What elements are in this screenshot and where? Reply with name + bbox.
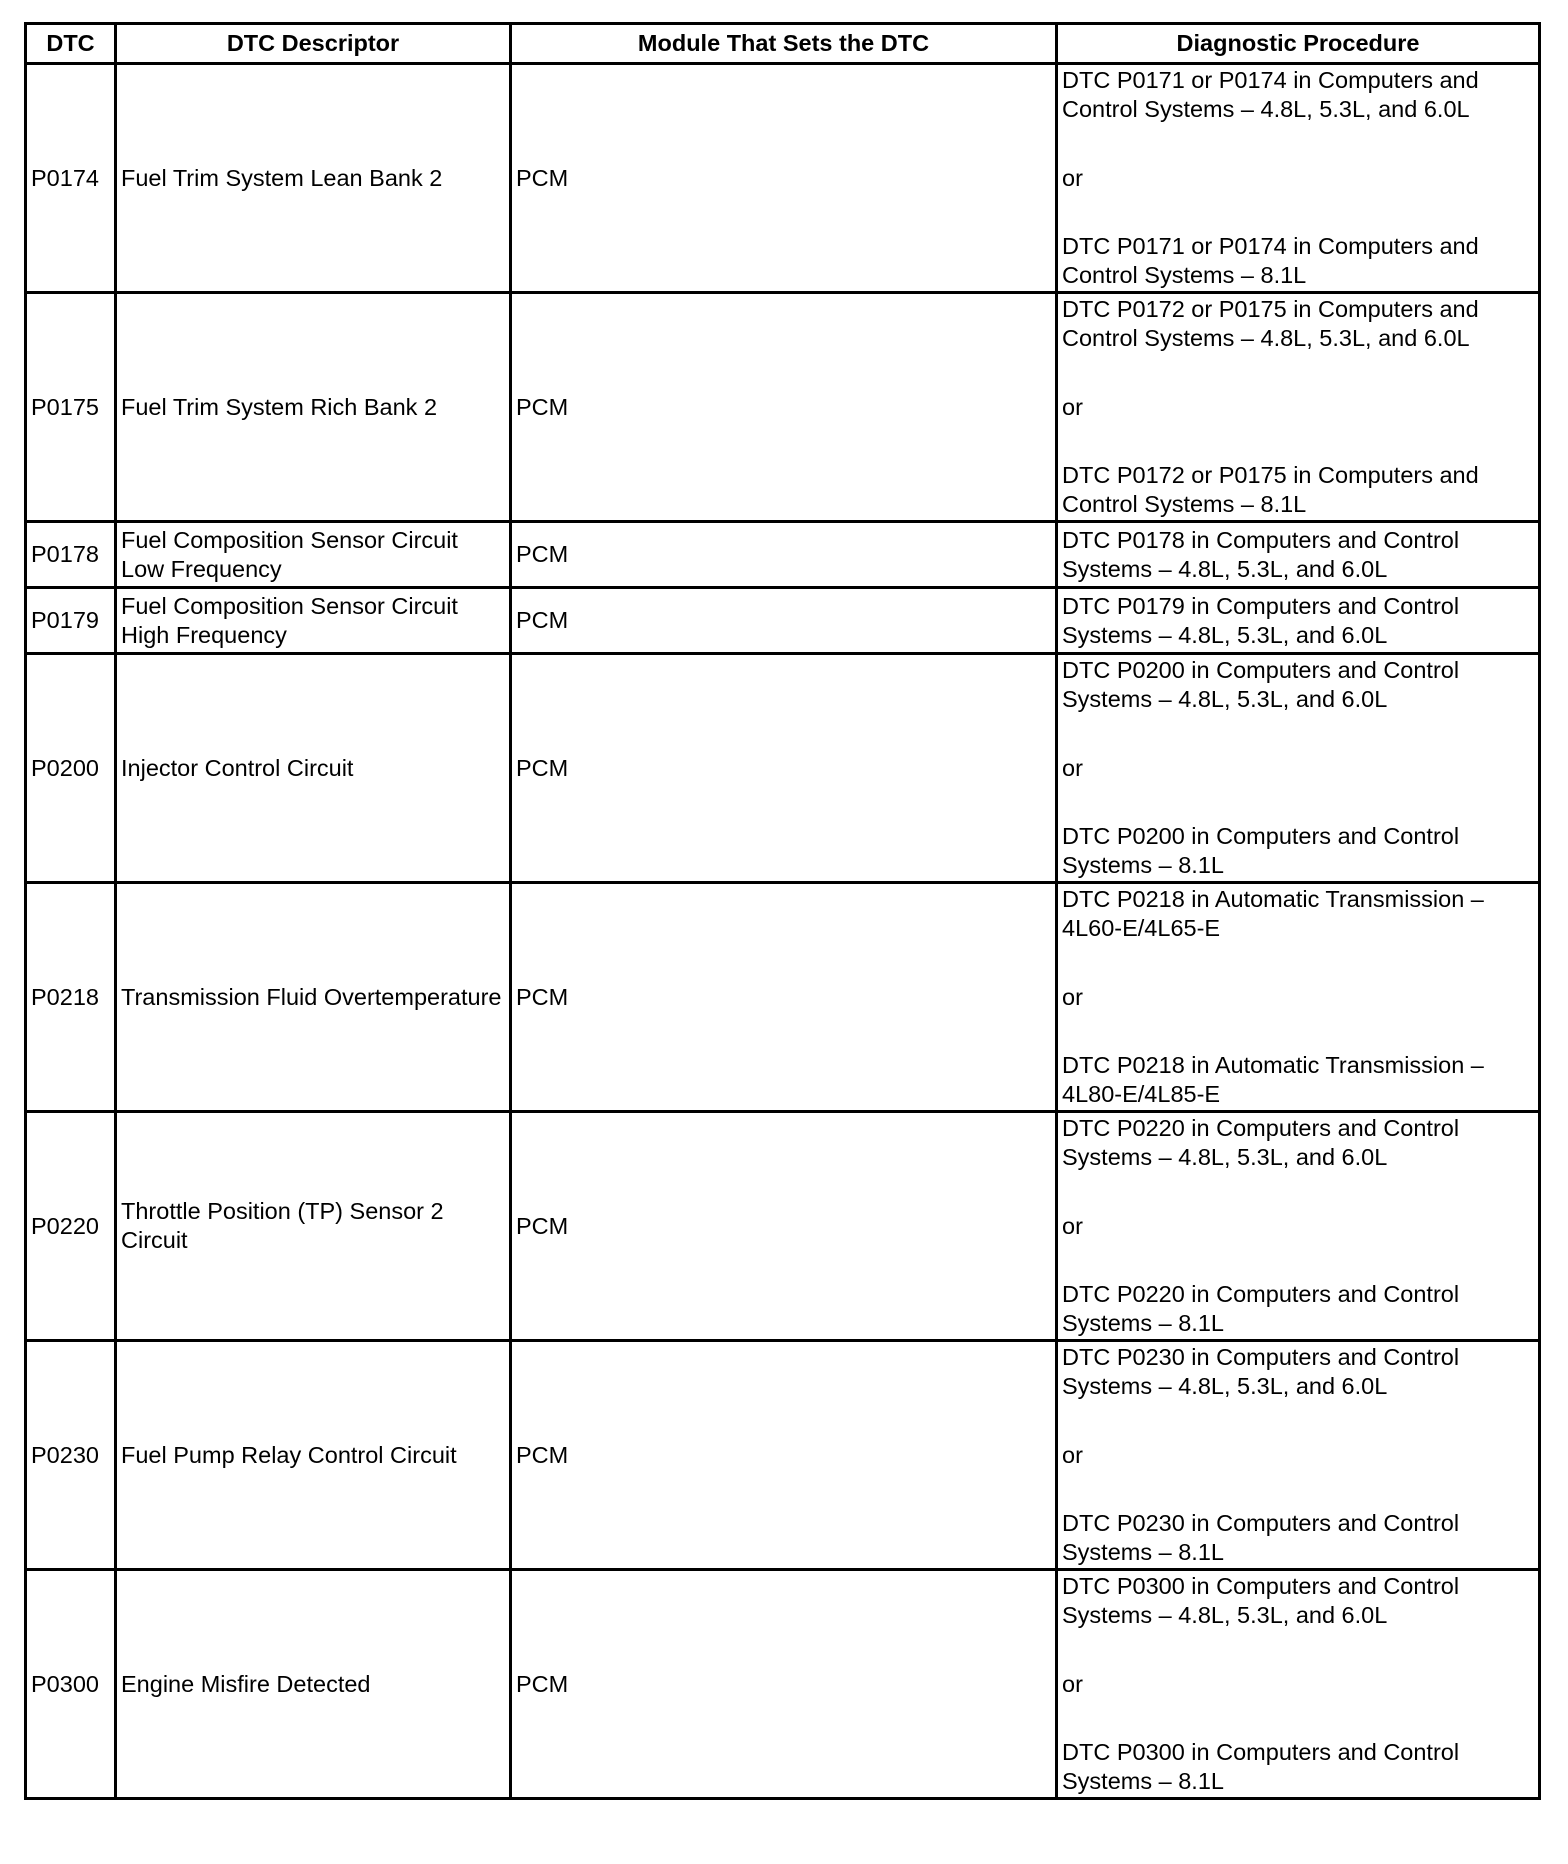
procedure-reference: DTC P0220 in Computers and Control Systems – 8.1L: [1062, 1281, 1460, 1336]
module-cell: PCM: [511, 654, 1057, 883]
module-cell: PCM: [511, 588, 1057, 654]
dtc-descriptor-cell: Transmission Fluid Overtemperature: [116, 883, 511, 1112]
procedure-lines: [1062, 885, 1534, 1109]
diagnostic-procedure-cell: [1057, 1341, 1540, 1570]
dtc-code-cell: P0174: [26, 64, 116, 293]
procedure-reference: DTC P0218 in Automatic Transmission – 4L80-E/4L85-E: [1062, 1052, 1484, 1107]
table-body: [26, 64, 1540, 1799]
procedure-reference: DTC P0200 in Computers and Control Systems – 8.1L: [1062, 823, 1460, 878]
table-row: [26, 64, 1540, 293]
module-cell: PCM: [511, 883, 1057, 1112]
diagnostic-procedure-cell: [1057, 588, 1540, 654]
header-module: Module That Sets the DTC: [511, 24, 1057, 64]
module-cell: PCM: [511, 1112, 1057, 1341]
dtc-descriptor-cell: Throttle Position (TP) Sensor 2 Circuit: [116, 1112, 511, 1341]
procedure-lines: [1062, 656, 1534, 880]
dtc-code-cell: P0220: [26, 1112, 116, 1341]
diagnostic-procedure-cell: [1057, 1112, 1540, 1341]
module-cell: PCM: [511, 522, 1057, 588]
procedure-or: or: [1062, 983, 1083, 1010]
module-cell: PCM: [511, 293, 1057, 522]
dtc-descriptor-cell: Fuel Trim System Lean Bank 2: [116, 64, 511, 293]
module-cell: PCM: [511, 1570, 1057, 1799]
dtc-descriptor-cell: Fuel Trim System Rich Bank 2: [116, 293, 511, 522]
header-dtc: DTC: [26, 24, 116, 64]
procedure-or: or: [1062, 393, 1083, 420]
table-row: [26, 654, 1540, 883]
table-row: [26, 588, 1540, 654]
procedure-lines: [1062, 66, 1534, 290]
diagnostic-procedure-cell: [1057, 1570, 1540, 1799]
procedure-reference: DTC P0171 or P0174 in Computers and Control Systems – 8.1L: [1062, 233, 1479, 288]
procedure-reference: DTC P0230 in Computers and Control Systems – 4.8L, 5.3L, and 6.0L: [1062, 1344, 1460, 1399]
header-dtc-descriptor: DTC Descriptor: [116, 24, 511, 64]
diagnostic-procedure-cell: [1057, 654, 1540, 883]
procedure-or: or: [1062, 164, 1083, 191]
table-row: [26, 522, 1540, 588]
dtc-descriptor-cell: Fuel Composition Sensor Circuit Low Frequency: [116, 522, 511, 588]
dtc-code-cell: P0300: [26, 1570, 116, 1799]
table-row: [26, 1570, 1540, 1799]
procedure-or: or: [1062, 1670, 1083, 1697]
procedure-reference: DTC P0218 in Automatic Transmission – 4L60-E/4L65-E: [1062, 886, 1484, 941]
procedure-lines: [1062, 1114, 1534, 1338]
procedure-or: or: [1062, 754, 1083, 781]
procedure-lines: [1062, 1572, 1534, 1796]
diagnostic-procedure-cell: [1057, 522, 1540, 588]
module-cell: PCM: [511, 1341, 1057, 1570]
procedure-lines: [1062, 592, 1534, 650]
procedure-lines: [1062, 526, 1534, 584]
table-row: [26, 883, 1540, 1112]
procedure-or: or: [1062, 1441, 1083, 1468]
procedure-lines: [1062, 1343, 1534, 1567]
procedure-reference: DTC P0178 in Computers and Control Systems – 4.8L, 5.3L, and 6.0L: [1062, 526, 1460, 582]
dtc-code-cell: P0178: [26, 522, 116, 588]
procedure-reference: DTC P0179 in Computers and Control Systems – 4.8L, 5.3L, and 6.0L: [1062, 592, 1460, 648]
table-row: [26, 1341, 1540, 1570]
procedure-reference: DTC P0300 in Computers and Control Systems – 4.8L, 5.3L, and 6.0L: [1062, 1573, 1460, 1628]
header-diagnostic-procedure: Diagnostic Procedure: [1057, 24, 1540, 64]
dtc-descriptor-cell: Engine Misfire Detected: [116, 1570, 511, 1799]
procedure-reference: DTC P0172 or P0175 in Computers and Control Systems – 8.1L: [1062, 462, 1479, 517]
procedure-reference: DTC P0230 in Computers and Control Systems – 8.1L: [1062, 1510, 1460, 1565]
diagnostic-procedure-cell: [1057, 64, 1540, 293]
table-row: [26, 1112, 1540, 1341]
procedure-reference: DTC P0171 or P0174 in Computers and Control Systems – 4.8L, 5.3L, and 6.0L: [1062, 67, 1479, 122]
dtc-table: [24, 22, 1541, 1800]
diagnostic-procedure-cell: [1057, 293, 1540, 522]
procedure-reference: DTC P0300 in Computers and Control Systems – 8.1L: [1062, 1739, 1460, 1794]
dtc-descriptor-cell: Fuel Composition Sensor Circuit High Frequency: [116, 588, 511, 654]
diagnostic-procedure-cell: [1057, 883, 1540, 1112]
table-header-row: [26, 24, 1540, 64]
procedure-or: or: [1062, 1212, 1083, 1239]
dtc-code-cell: P0175: [26, 293, 116, 522]
table-row: [26, 293, 1540, 522]
dtc-code-cell: P0230: [26, 1341, 116, 1570]
procedure-lines: [1062, 295, 1534, 519]
procedure-reference: DTC P0172 or P0175 in Computers and Control Systems – 4.8L, 5.3L, and 6.0L: [1062, 296, 1479, 351]
dtc-code-cell: P0218: [26, 883, 116, 1112]
dtc-code-cell: P0200: [26, 654, 116, 883]
dtc-code-cell: P0179: [26, 588, 116, 654]
module-cell: PCM: [511, 64, 1057, 293]
dtc-descriptor-cell: Injector Control Circuit: [116, 654, 511, 883]
dtc-descriptor-cell: Fuel Pump Relay Control Circuit: [116, 1341, 511, 1570]
procedure-reference: DTC P0200 in Computers and Control Systems – 4.8L, 5.3L, and 6.0L: [1062, 657, 1460, 712]
procedure-reference: DTC P0220 in Computers and Control Systems – 4.8L, 5.3L, and 6.0L: [1062, 1115, 1460, 1170]
